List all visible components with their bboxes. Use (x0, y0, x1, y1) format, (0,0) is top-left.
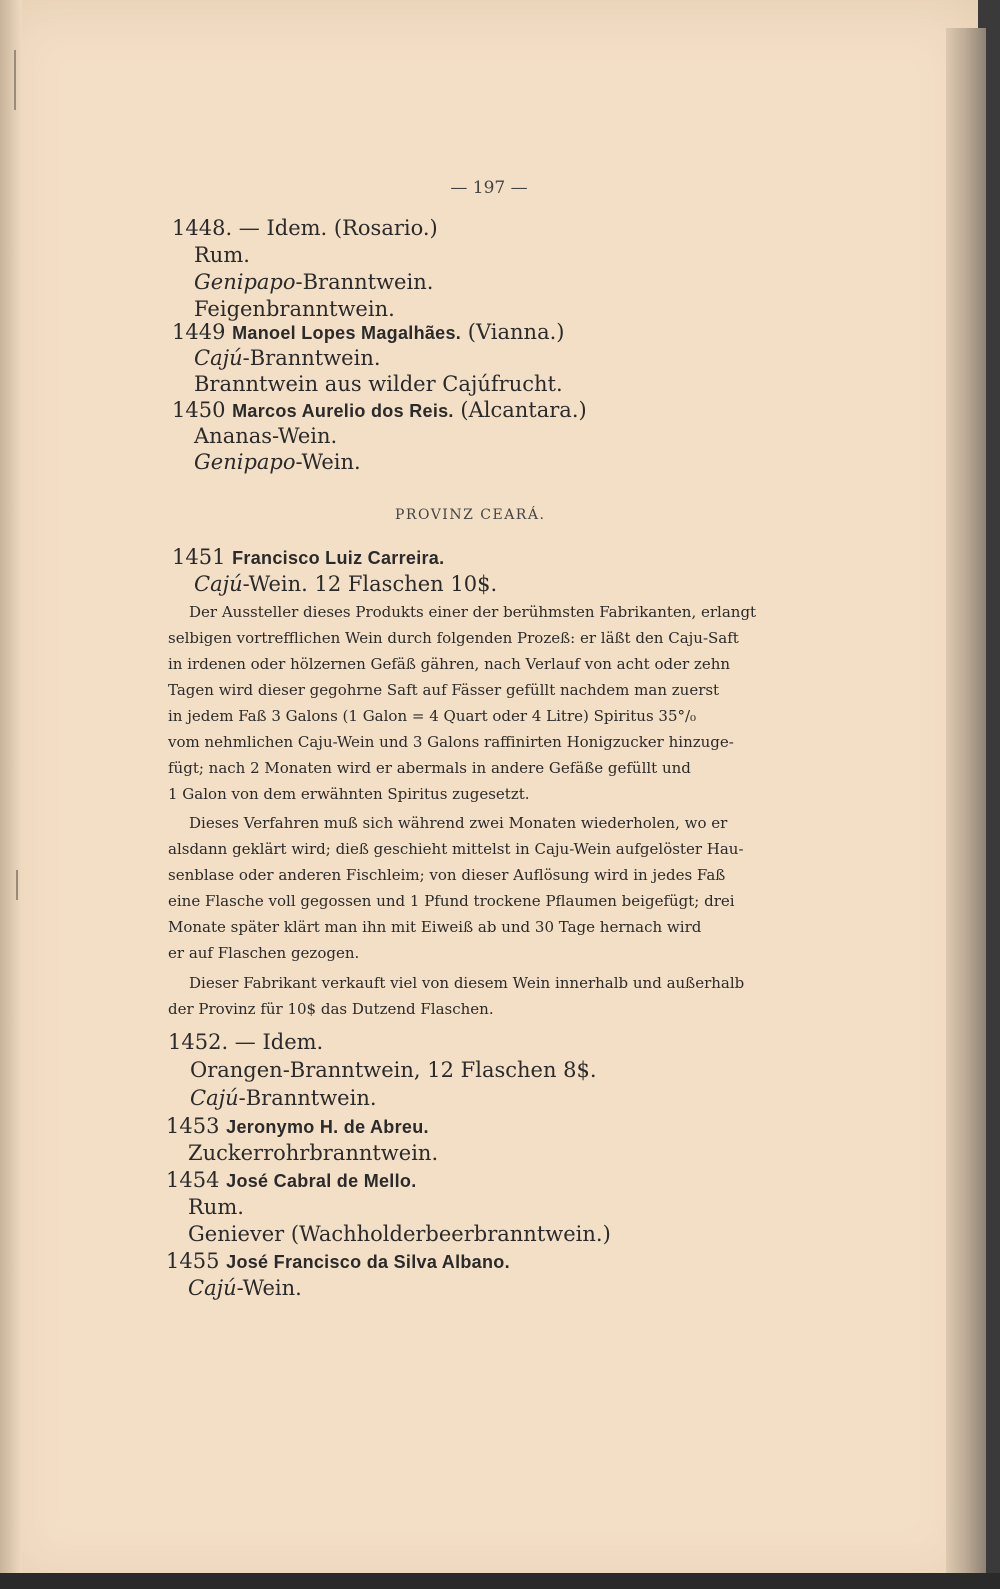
entry-1454-heading (166, 1168, 417, 1192)
description-line: senblase oder anderen Fischleim; von dieser Auflösung wird in jedes Faß (168, 866, 726, 884)
place: (Vianna.) (467, 320, 565, 344)
description-line: fügt; nach 2 Monaten wird er abermals in andere Gefäße gefüllt und (168, 759, 691, 777)
description-line: in jedem Faß 3 Galons (1 Galon = 4 Quart oder 4 Litre) Spiritus 35°/₀ (168, 707, 697, 725)
entry-1452-heading: 1452. — Idem. (168, 1030, 324, 1054)
entry-1452-item (190, 1086, 377, 1110)
entry-1449-heading (172, 320, 564, 344)
item-rest: -Wein. (295, 450, 361, 474)
entry-1449-item: Branntwein aus wilder Cajúfrucht. (194, 372, 563, 396)
exhibitor-name: José Francisco da Silva Albano. (226, 1252, 510, 1272)
entry-number: 1451 (172, 545, 226, 569)
entry-1450-heading (172, 398, 587, 422)
item-rest: -Wein. 12 Flaschen 10$. (242, 572, 498, 596)
item-italic: Cajú (188, 1276, 237, 1300)
place: (Alcantara.) (460, 398, 587, 422)
entry-1448-heading: 1448. — Idem. (Rosario.) (172, 216, 438, 240)
description-line: eine Flasche voll gegossen und 1 Pfund trockene Pflaumen beigefügt; drei (168, 892, 735, 910)
page-edge-stack (946, 28, 986, 1573)
entry-1453-item: Zuckerrohrbranntwein. (188, 1141, 439, 1165)
exhibitor-name: Marcos Aurelio dos Reis. (232, 401, 454, 421)
entry-1454-item: Rum. (188, 1195, 244, 1219)
entry-number: 1450 (172, 398, 226, 422)
exhibitor-name: Manoel Lopes Magalhães. (232, 323, 462, 343)
item-rest: -Branntwein. (238, 1086, 377, 1110)
entry-number: 1455 (166, 1249, 220, 1273)
item-italic: Cajú (190, 1086, 239, 1110)
entry-1455-heading (166, 1249, 510, 1273)
item-rest: -Branntwein. (242, 346, 381, 370)
item-italic: Cajú (194, 346, 243, 370)
description-line: er auf Flaschen gezogen. (168, 944, 360, 962)
item-italic: Genipapo (194, 450, 296, 474)
entry-1448-item: Rum. (194, 243, 250, 267)
description-line: Der Aussteller dieses Produkts einer der berühmsten Fabrikanten, erlangt (189, 603, 757, 621)
description-line: Tagen wird dieser gegohrne Saft auf Fässer gefüllt nachdem man zuerst (168, 681, 720, 699)
entry-1451-item (194, 572, 497, 596)
entry-1450-item: Ananas-Wein. (194, 424, 338, 448)
exhibitor-name: Francisco Luiz Carreira. (232, 548, 445, 568)
book-spine (0, 0, 22, 1589)
item-italic: Cajú (194, 572, 243, 596)
entry-1450-item (194, 450, 361, 474)
entry-number: 1449 (172, 320, 226, 344)
entry-1451-heading (172, 545, 444, 569)
item-rest: -Branntwein. (295, 270, 434, 294)
entry-1452-item: Orangen-Branntwein, 12 Flaschen 8$. (190, 1058, 597, 1082)
entry-1448-item (194, 270, 433, 294)
spine-mark (14, 50, 16, 110)
page-number: — 197 — (450, 178, 528, 198)
entry-number: 1454 (166, 1168, 220, 1192)
description-line: Dieser Fabrikant verkauft viel von diesem Wein innerhalb und außerhalb (189, 974, 745, 992)
background-strip (0, 1573, 1000, 1589)
entry-1455-item (188, 1276, 302, 1300)
item-rest: -Wein. (236, 1276, 302, 1300)
description-line: der Provinz für 10$ das Dutzend Flaschen. (168, 1000, 494, 1018)
description-line: alsdann geklärt wird; dieß geschieht mittelst in Caju-Wein aufgelöster Hau- (168, 840, 744, 858)
entry-1448-item: Feigenbranntwein. (194, 297, 395, 321)
entry-number: 1453 (166, 1114, 220, 1138)
entry-1454-item: Geniever (Wachholderbeerbranntwein.) (188, 1222, 611, 1246)
exhibitor-name: Jeronymo H. de Abreu. (226, 1117, 429, 1137)
item-italic: Genipapo (194, 270, 296, 294)
description-line: 1 Galon von dem erwähnten Spiritus zugesetzt. (168, 785, 530, 803)
spine-mark (16, 870, 18, 900)
description-line: Monate später klärt man ihn mit Eiweiß ab und 30 Tage hernach wird (168, 918, 702, 936)
description-line: vom nehmlichen Caju-Wein und 3 Galons raffinirten Honigzucker hinzuge- (168, 733, 734, 751)
description-line: in irdenen oder hölzernen Gefäß gähren, nach Verlauf von acht oder zehn (168, 655, 731, 673)
section-heading: PROVINZ CEARÁ. (395, 507, 546, 523)
entry-1453-heading (166, 1114, 429, 1138)
entry-1449-item (194, 346, 381, 370)
description-line: Dieses Verfahren muß sich während zwei Monaten wiederholen, wo er (189, 814, 728, 832)
description-line: selbigen vortrefflichen Wein durch folgenden Prozeß: er läßt den Caju-Saft (168, 629, 739, 647)
exhibitor-name: José Cabral de Mello. (226, 1171, 417, 1191)
